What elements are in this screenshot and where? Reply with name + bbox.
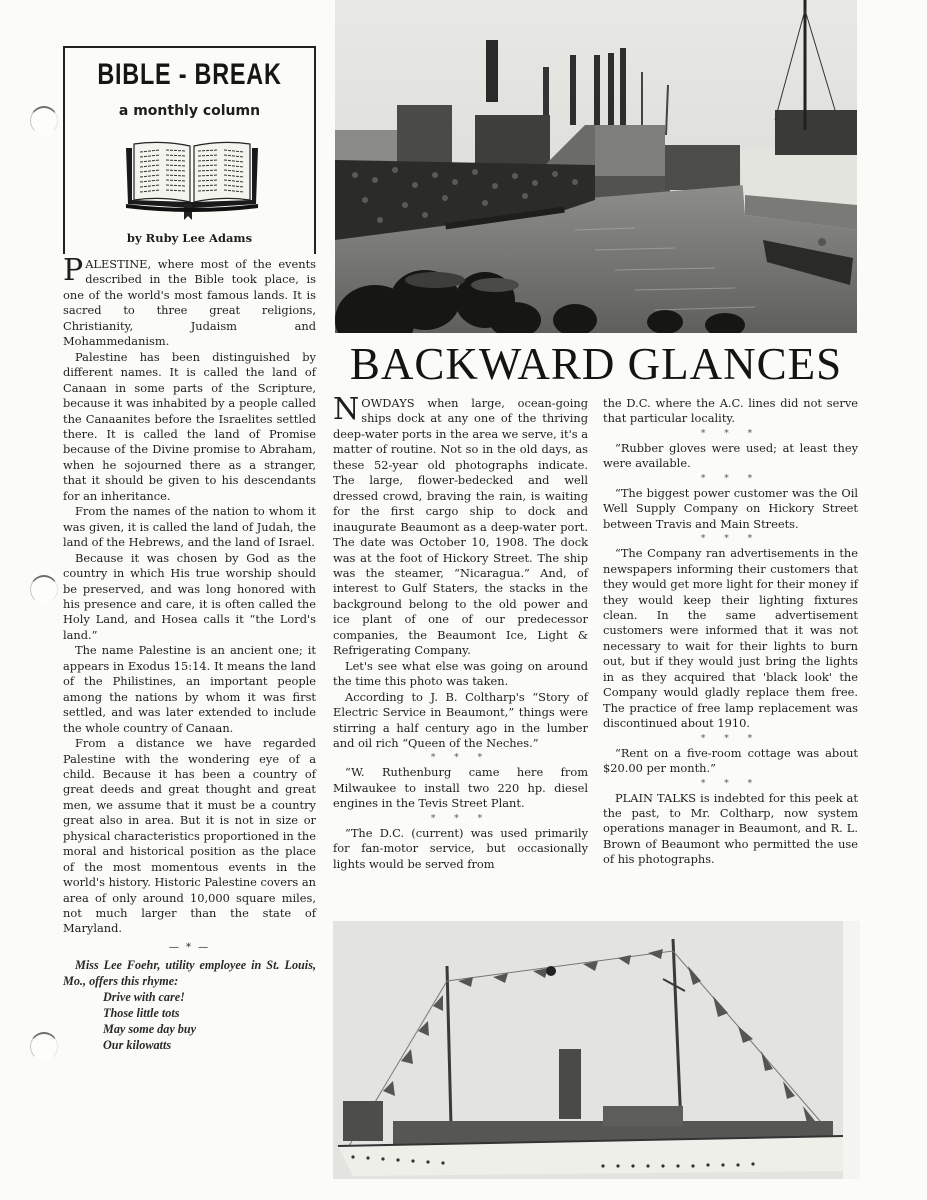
- article-paragraph: “The D.C. (current) was used primarily for fan-motor service, but occasionally lights would be served from: [333, 825, 588, 871]
- article-paragraph: “Rent on a five-room cottage was about $20.00 per month.”: [603, 745, 858, 776]
- backward-glances-column-1: [333, 392, 588, 872]
- article-paragraph: Because it was chosen by God as the country in which His true worship should be preserved, and was long honored with his presence and care, it is often called the Holy Land, and Hosea calls it “the Lord's land.”: [63, 550, 316, 642]
- steamer-photo: [333, 921, 860, 1179]
- article-paragraph: The name Palestine is an ancient one; it appears in Exodus 15:14. It means the land of the Philistines, an important people among the nations by whom it was first settled, and was later extended to include the whole country of Canaan.: [63, 643, 316, 735]
- article-paragraph: Palestine has been distinguished by different names. It is called the land of Canaan in some parts of the Scripture, because it was inhabited by a people called the Canaanites before the Israelites settled there. It is called the land of Promise because of the Divine promise to Abraham, when he sojourned there as a stranger, that it should be given to his descendants for an inheritance.: [63, 349, 316, 503]
- drop-cap: P: [63, 253, 84, 288]
- article-paragraph: From the names of the nation to whom it was given, it is called the land of Judah, the land of the Hebrews, and the land of Israel.: [63, 504, 316, 550]
- star-divider: * * *: [430, 753, 491, 764]
- rhyme-intro: Miss Lee Foehr, utility employee in St. Louis, Mo., offers this rhyme:: [63, 958, 316, 989]
- drop-cap: N: [333, 392, 360, 427]
- rhyme-line: Drive with care!: [103, 990, 185, 1005]
- article-paragraph: Let's see what else was going on around the time this photo was taken.: [333, 658, 588, 689]
- article-paragraph: “The Company ran advertisements in the newspapers informing their customers that they would get more light for their money if they would keep their lighting fixtures clean. In the same advertisement customers were informed that it was not necessary to wait for their lights to burn out, but if they would just bring the lights in as they acquired that 'black look' the Company would gladly replace them free. The practice of free lamp replacement was discontinued about 1910.: [603, 546, 858, 731]
- article-paragraph: According to J. B. Coltharp's “Story of Electric Service in Beaumont,” things were stirring a half century ago in the lumber and oil rich “Queen of the Neches.”: [333, 689, 588, 750]
- article-headline: BACKWARD GLANCES: [349, 339, 843, 389]
- article-paragraph: “The biggest power customer was the Oil Well Supply Company on Hickory Street between Travis and Main Streets.: [603, 485, 858, 531]
- article-paragraph: “Rubber gloves were used; at least they were available.: [603, 440, 858, 471]
- article-paragraph: PLAIN TALKS is indebted for this peek at the past, to Mr. Coltharp, now system operations manager in Beaumont, and R. L. Brown of Beaumont who permitted the use of his photographs.: [603, 790, 858, 867]
- star-divider: * * *: [700, 534, 761, 545]
- rhyme-line: Our kilowatts: [103, 1038, 172, 1053]
- open-bible-icon: [122, 138, 262, 222]
- star-divider: * * *: [700, 473, 761, 484]
- dock-crowd-photo: [335, 0, 857, 333]
- star-divider: * * *: [430, 813, 491, 824]
- rhyme-line: Those little tots: [103, 1006, 180, 1021]
- star-divider: * * *: [700, 428, 761, 439]
- binder-hole: [30, 1032, 58, 1061]
- column-subtitle: a monthly column: [118, 103, 261, 119]
- binder-hole: [30, 106, 58, 135]
- article-paragraph: NOWDAYS when large, ocean-going ships dock at any one of the thriving deep-water ports in the area we serve, it's a matter of routine. Not so in the old days, as these 52-year old photographs indicate. The large, flower-bedecked and well dressed crowd, braving the rain, is waiting for the first cargo ship to dock and inaugurate Beaumont as a deep-water port. The date was October 10, 1908. The dock was at the foot of Hickory Street. The ship was the steamer, “Nicaragua.” And, of interest to Gulf Staters, the stacks in the background belong to the old power and ice plant of one of our predecessor companies, the Beaumont Ice, Light & Refrigerating Company.: [333, 392, 588, 658]
- byline: by Ruby Lee Adams: [126, 231, 253, 245]
- backward-glances-column-2: [603, 396, 858, 868]
- binder-hole: [30, 575, 58, 604]
- bible-break-header: [63, 46, 316, 254]
- rhyme-block: [63, 957, 316, 1053]
- star-divider: * * *: [700, 778, 761, 789]
- star-divider: * * *: [700, 733, 761, 744]
- column-title: BIBLE - BREAK: [97, 58, 282, 91]
- article-paragraph: “W. Ruthenburg came here from Milwaukee to install two 220 hp. diesel engines in the Tevis Street Plant.: [333, 765, 588, 811]
- article-paragraph: PALESTINE, where most of the events described in the Bible took place, is one of the world's most famous lands. It is sacred to three great religions, Christianity, Judaism and Mohammedanism.: [63, 253, 316, 349]
- article-paragraph: the D.C. where the A.C. lines did not serve that particular locality.: [603, 396, 858, 426]
- article-paragraph: From a distance we have regarded Palestine with the wondering eye of a child. Because it has been a country of great deeds and great thought and great men, we assume that it must be a country great also in area. But it is not in size or physical characteristics proportioned in the moral and historical position as the place of the most momentous events in the world's history. Historic Palestine covers an area of only around 10,000 square miles, not much larger than the state of Maryland.: [63, 736, 316, 936]
- bible-break-article: [63, 253, 316, 1053]
- section-divider: — * —: [168, 941, 211, 953]
- rhyme-line: May some day buy: [103, 1022, 197, 1037]
